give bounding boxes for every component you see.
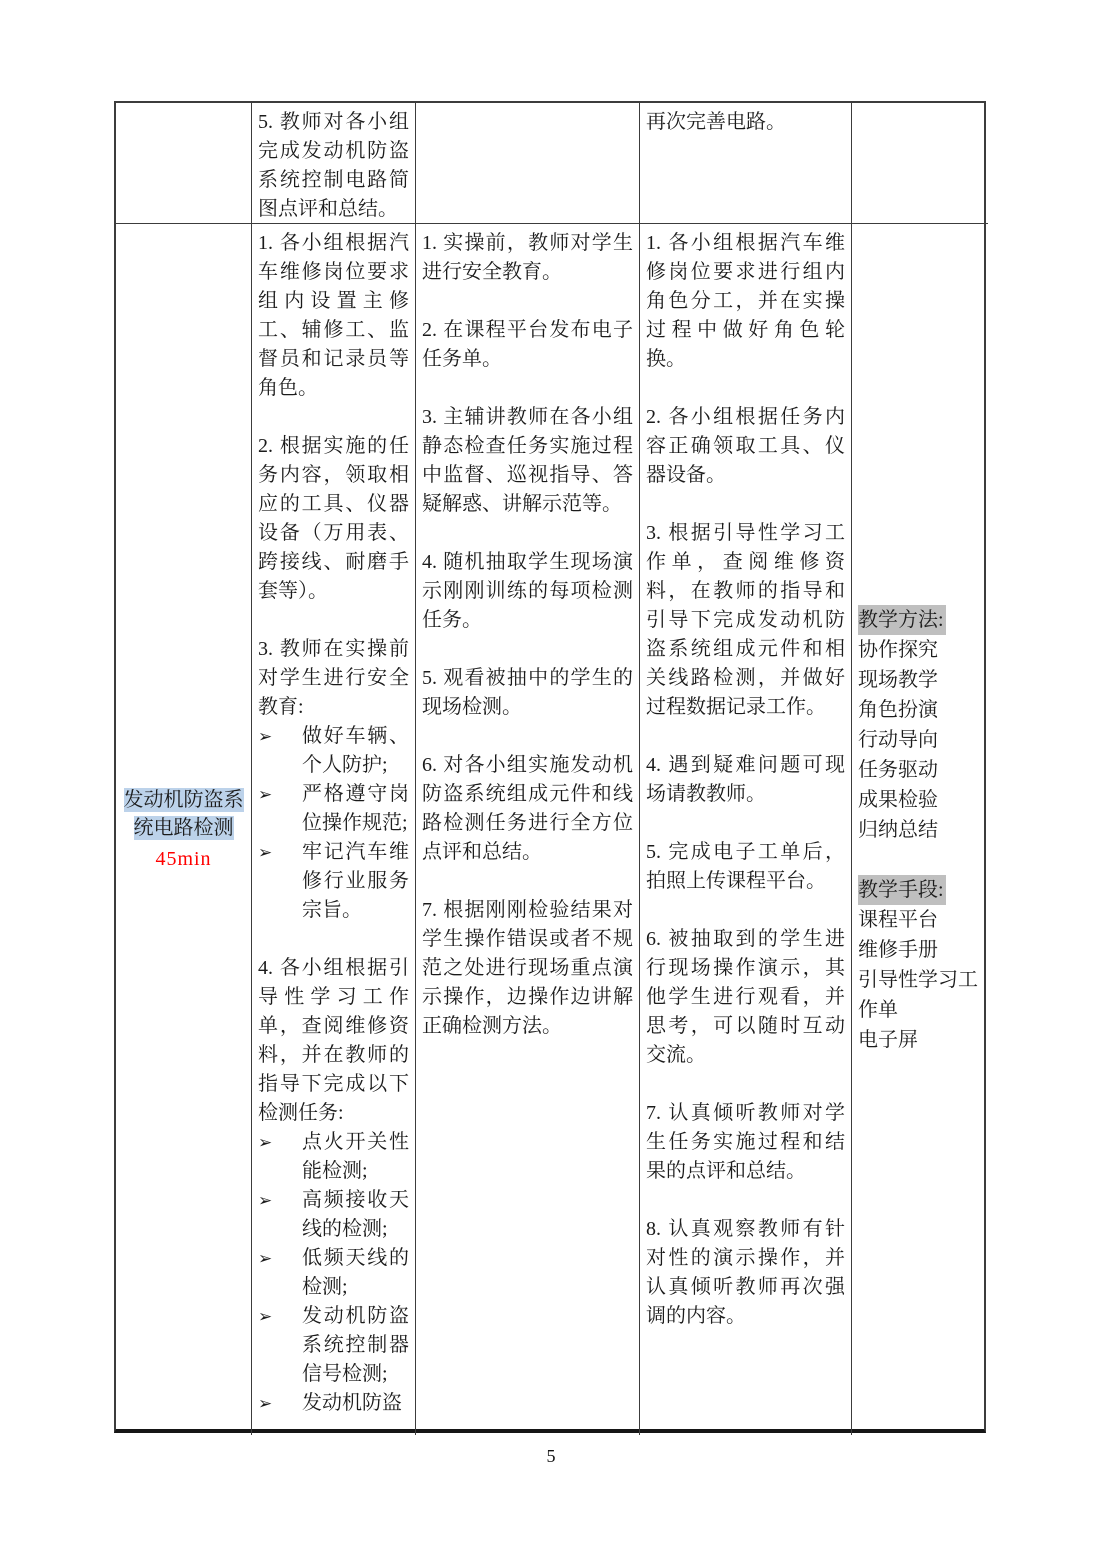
method-item: 现场教学 xyxy=(858,668,938,691)
task-bullet-item: ➢ 发动机防盗系统控制器信号检测; xyxy=(258,1302,409,1389)
arrow-bullet-icon: ➢ xyxy=(258,1249,273,1268)
tool-item: 课程平台 xyxy=(858,908,938,931)
continuation-methods-cell xyxy=(852,103,988,224)
student-paragraph: 8. 认真观察教师有针对性的演示操作，并认真倾听教师再次强调的内容。 xyxy=(646,1218,845,1327)
method-item: 协作探究 xyxy=(858,638,938,661)
task-bullet-item: ➢ 发动机防盗 xyxy=(258,1389,409,1418)
student-paragraph: 3. 根据引导性学习工作单，查阅维修资料，在教师的指导和引导下完成发动机防盗系统组成元件和相关线路检测，并做好过程数据记录工作。 xyxy=(646,522,845,718)
student-activity-cell xyxy=(640,224,852,1435)
tool-item: 维修手册 xyxy=(858,938,938,961)
student-paragraph: 4. 遇到疑难问题可现场请教教师。 xyxy=(646,754,845,805)
stage-title xyxy=(122,786,246,842)
task-bullet-item: ➢ 高频接收天线的检测; xyxy=(258,1186,409,1244)
method-item: 归纳总结 xyxy=(858,818,938,841)
task-bullet-item: ➢ 点火开关性能检测; xyxy=(258,1128,409,1186)
process-paragraph: 2. 根据实施的任务内容，领取相应的工具、仪器设备（万用表、跨接线、耐磨手套等）。 xyxy=(258,435,409,602)
arrow-bullet-icon: ➢ xyxy=(258,1394,273,1413)
arrow-bullet-icon: ➢ xyxy=(258,785,273,804)
student-paragraph: 6. 被抽取到的学生进行现场操作演示，其他学生进行观看，并思考，可以随时互动交流。 xyxy=(646,928,845,1066)
student-paragraph: 5. 完成电子工单后，拍照上传课程平台。 xyxy=(646,841,845,892)
teacher-paragraph: 3. 主辅讲教师在各小组静态检查任务实施过程中监督、巡视指导、答疑解惑、讲解示范等。 xyxy=(422,406,633,515)
teacher-paragraph: 4. 随机抽取学生现场演示刚刚训练的每项检测任务。 xyxy=(422,551,633,631)
student-paragraph: 1. 各小组根据汽车维修岗位要求进行组内角色分工，并在实操过程中做好角色轮换。 xyxy=(646,232,845,370)
methods-tools-cell xyxy=(852,224,988,1435)
arrow-bullet-icon: ➢ xyxy=(258,1191,273,1210)
tool-item: 电子屏 xyxy=(858,1028,918,1051)
continuation-teacher-cell xyxy=(416,103,640,224)
task-bullet-item: ➢ 低频天线的检测; xyxy=(258,1244,409,1302)
method-item: 成果检验 xyxy=(858,788,938,811)
stage-duration: 45min xyxy=(155,847,212,870)
method-item: 任务驱动 xyxy=(858,758,938,781)
paragraph-gap xyxy=(258,925,409,954)
tool-item: 引导性学习工作单 xyxy=(858,968,978,1021)
safety-bullet-item: ➢ 严格遵守岗位操作规范; xyxy=(258,780,409,838)
stage-title-highlight: 发动机防盗系统电路检测 xyxy=(123,788,244,839)
arrow-bullet-icon: ➢ xyxy=(258,1133,273,1152)
student-circuit-note: 再次完善电路。 xyxy=(646,111,786,133)
process-paragraph: 1. 各小组根据汽车维修岗位要求组内设置主修工、辅修工、监督员和记录员等角色。 xyxy=(258,232,409,399)
arrow-bullet-icon: ➢ xyxy=(258,1307,273,1326)
teacher-paragraph: 5. 观看被抽中的学生的现场检测。 xyxy=(422,667,633,718)
teacher-paragraph: 1. 实操前，教师对学生进行安全教育。 xyxy=(422,232,633,283)
teacher-activity-cell xyxy=(416,224,640,1435)
safety-bullet-item: ➢ 牢记汽车维修行业服务宗旨。 xyxy=(258,838,409,925)
safety-bullet-item: ➢ 做好车辆、个人防护; xyxy=(258,722,409,780)
method-item: 角色扮演 xyxy=(858,698,938,721)
section-gap xyxy=(858,845,982,875)
teacher-summary-note: 5. 教师对各小组完成发动机防盗系统控制电路简图点评和总结。 xyxy=(258,111,409,220)
student-paragraph: 7. 认真倾听教师对学生任务实施过程和结果的点评和总结。 xyxy=(646,1102,845,1182)
teacher-paragraph: 6. 对各小组实施发动机防盗系统组成元件和线路检测任务进行全方位点评和总结。 xyxy=(422,754,633,863)
process-paragraph: 3. 教师在实操前对学生进行安全教育: xyxy=(258,638,409,718)
teacher-paragraph: 2. 在课程平台发布电子任务单。 xyxy=(422,319,633,370)
process-activity-cell xyxy=(252,224,416,1435)
method-item: 行动导向 xyxy=(858,728,938,751)
process-paragraph: 4. 各小组根据引导性学习工作单，查阅维修资料，并在教师的指导下完成以下检测任务: xyxy=(258,957,409,1124)
arrow-bullet-icon: ➢ xyxy=(258,727,273,746)
continuation-stage-cell xyxy=(116,103,252,224)
teaching-methods-label: 教学方法: xyxy=(858,605,946,635)
continuation-process-cell xyxy=(252,103,416,224)
stage-cell xyxy=(116,224,252,1435)
student-paragraph: 2. 各小组根据任务内容正确领取工具、仪器设备。 xyxy=(646,406,845,486)
teaching-tools-label: 教学手段: xyxy=(858,875,946,905)
continuation-student-cell xyxy=(640,103,852,224)
teacher-paragraph: 7. 根据刚刚检验结果对学生操作错误或者不规范之处进行现场重点演示操作，边操作边讲解正确检测方法。 xyxy=(422,899,633,1037)
arrow-bullet-icon: ➢ xyxy=(258,843,273,862)
lesson-plan-table xyxy=(114,101,986,1433)
page-number: 5 xyxy=(546,1446,556,1466)
